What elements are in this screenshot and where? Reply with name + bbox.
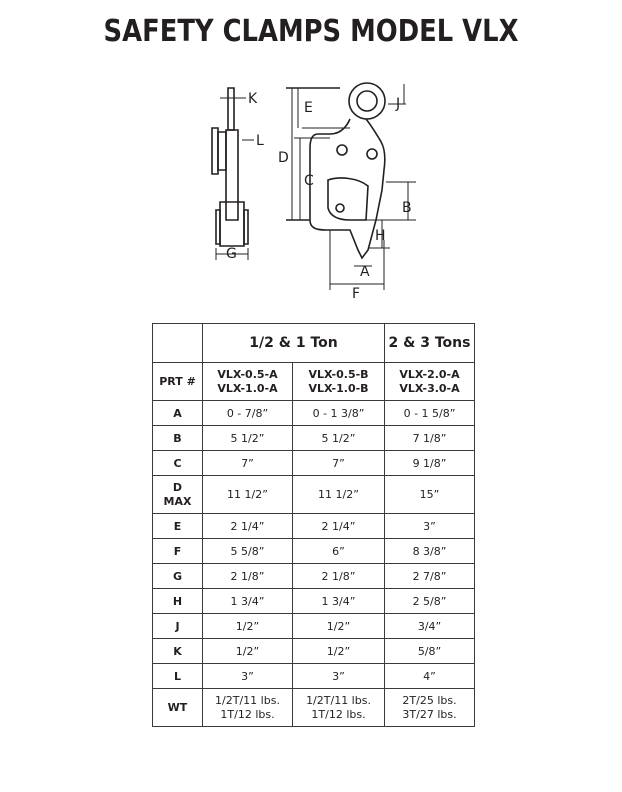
part-row <box>153 363 475 401</box>
label-l: L <box>256 133 264 149</box>
label-a: A <box>360 264 370 280</box>
group-header-small: 1/2 & 1 Ton <box>203 324 385 363</box>
clamp-dimension-diagram <box>190 70 450 300</box>
table-row: D MAX 11 1/2” 11 1/2” 15” <box>153 476 475 514</box>
page-title: SAFETY CLAMPS MODEL VLX <box>103 14 519 49</box>
part-cell: VLX-0.5-A VLX-1.0-A <box>203 363 293 401</box>
label-c: C <box>304 173 314 189</box>
label-e: E <box>304 100 313 116</box>
label-h: H <box>375 228 386 244</box>
blank-cell <box>153 324 203 363</box>
label-b: B <box>402 200 412 216</box>
table-row: H 1 3/4” 1 3/4” 2 5/8” <box>153 589 475 614</box>
group-header-row <box>153 324 475 363</box>
label-j: J <box>396 96 401 112</box>
label-g: G <box>226 246 237 262</box>
table-row: G 2 1/8” 2 1/8” 2 7/8” <box>153 564 475 589</box>
part-cell: VLX-2.0-A VLX-3.0-A <box>385 363 475 401</box>
table-row: J 1/2” 1/2” 3/4” <box>153 614 475 639</box>
group-header-large: 2 & 3 Tons <box>385 324 475 363</box>
table-row: K 1/2” 1/2” 5/8” <box>153 639 475 664</box>
table-row: C 7” 7” 9 1/8” <box>153 451 475 476</box>
table-row: B 5 1/2” 5 1/2” 7 1/8” <box>153 426 475 451</box>
label-f: F <box>352 286 361 300</box>
weight-row: WT 1/2T/11 lbs. 1T/12 lbs. 1/2T/11 lbs. 1T/12 lbs. 2T/25 lbs. 3T/27 lbs. <box>153 689 475 727</box>
spec-table <box>152 323 475 727</box>
label-d: D <box>278 150 289 166</box>
table-row: L 3” 3” 4” <box>153 664 475 689</box>
table-row: F 5 5/8” 6” 8 3/8” <box>153 539 475 564</box>
table-row: A 0 - 7/8” 0 - 1 3/8” 0 - 1 5/8” <box>153 401 475 426</box>
part-label: PRT # <box>153 363 203 401</box>
label-k: K <box>248 91 258 107</box>
part-cell: VLX-0.5-B VLX-1.0-B <box>293 363 385 401</box>
table-row: E 2 1/4” 2 1/4” 3” <box>153 514 475 539</box>
